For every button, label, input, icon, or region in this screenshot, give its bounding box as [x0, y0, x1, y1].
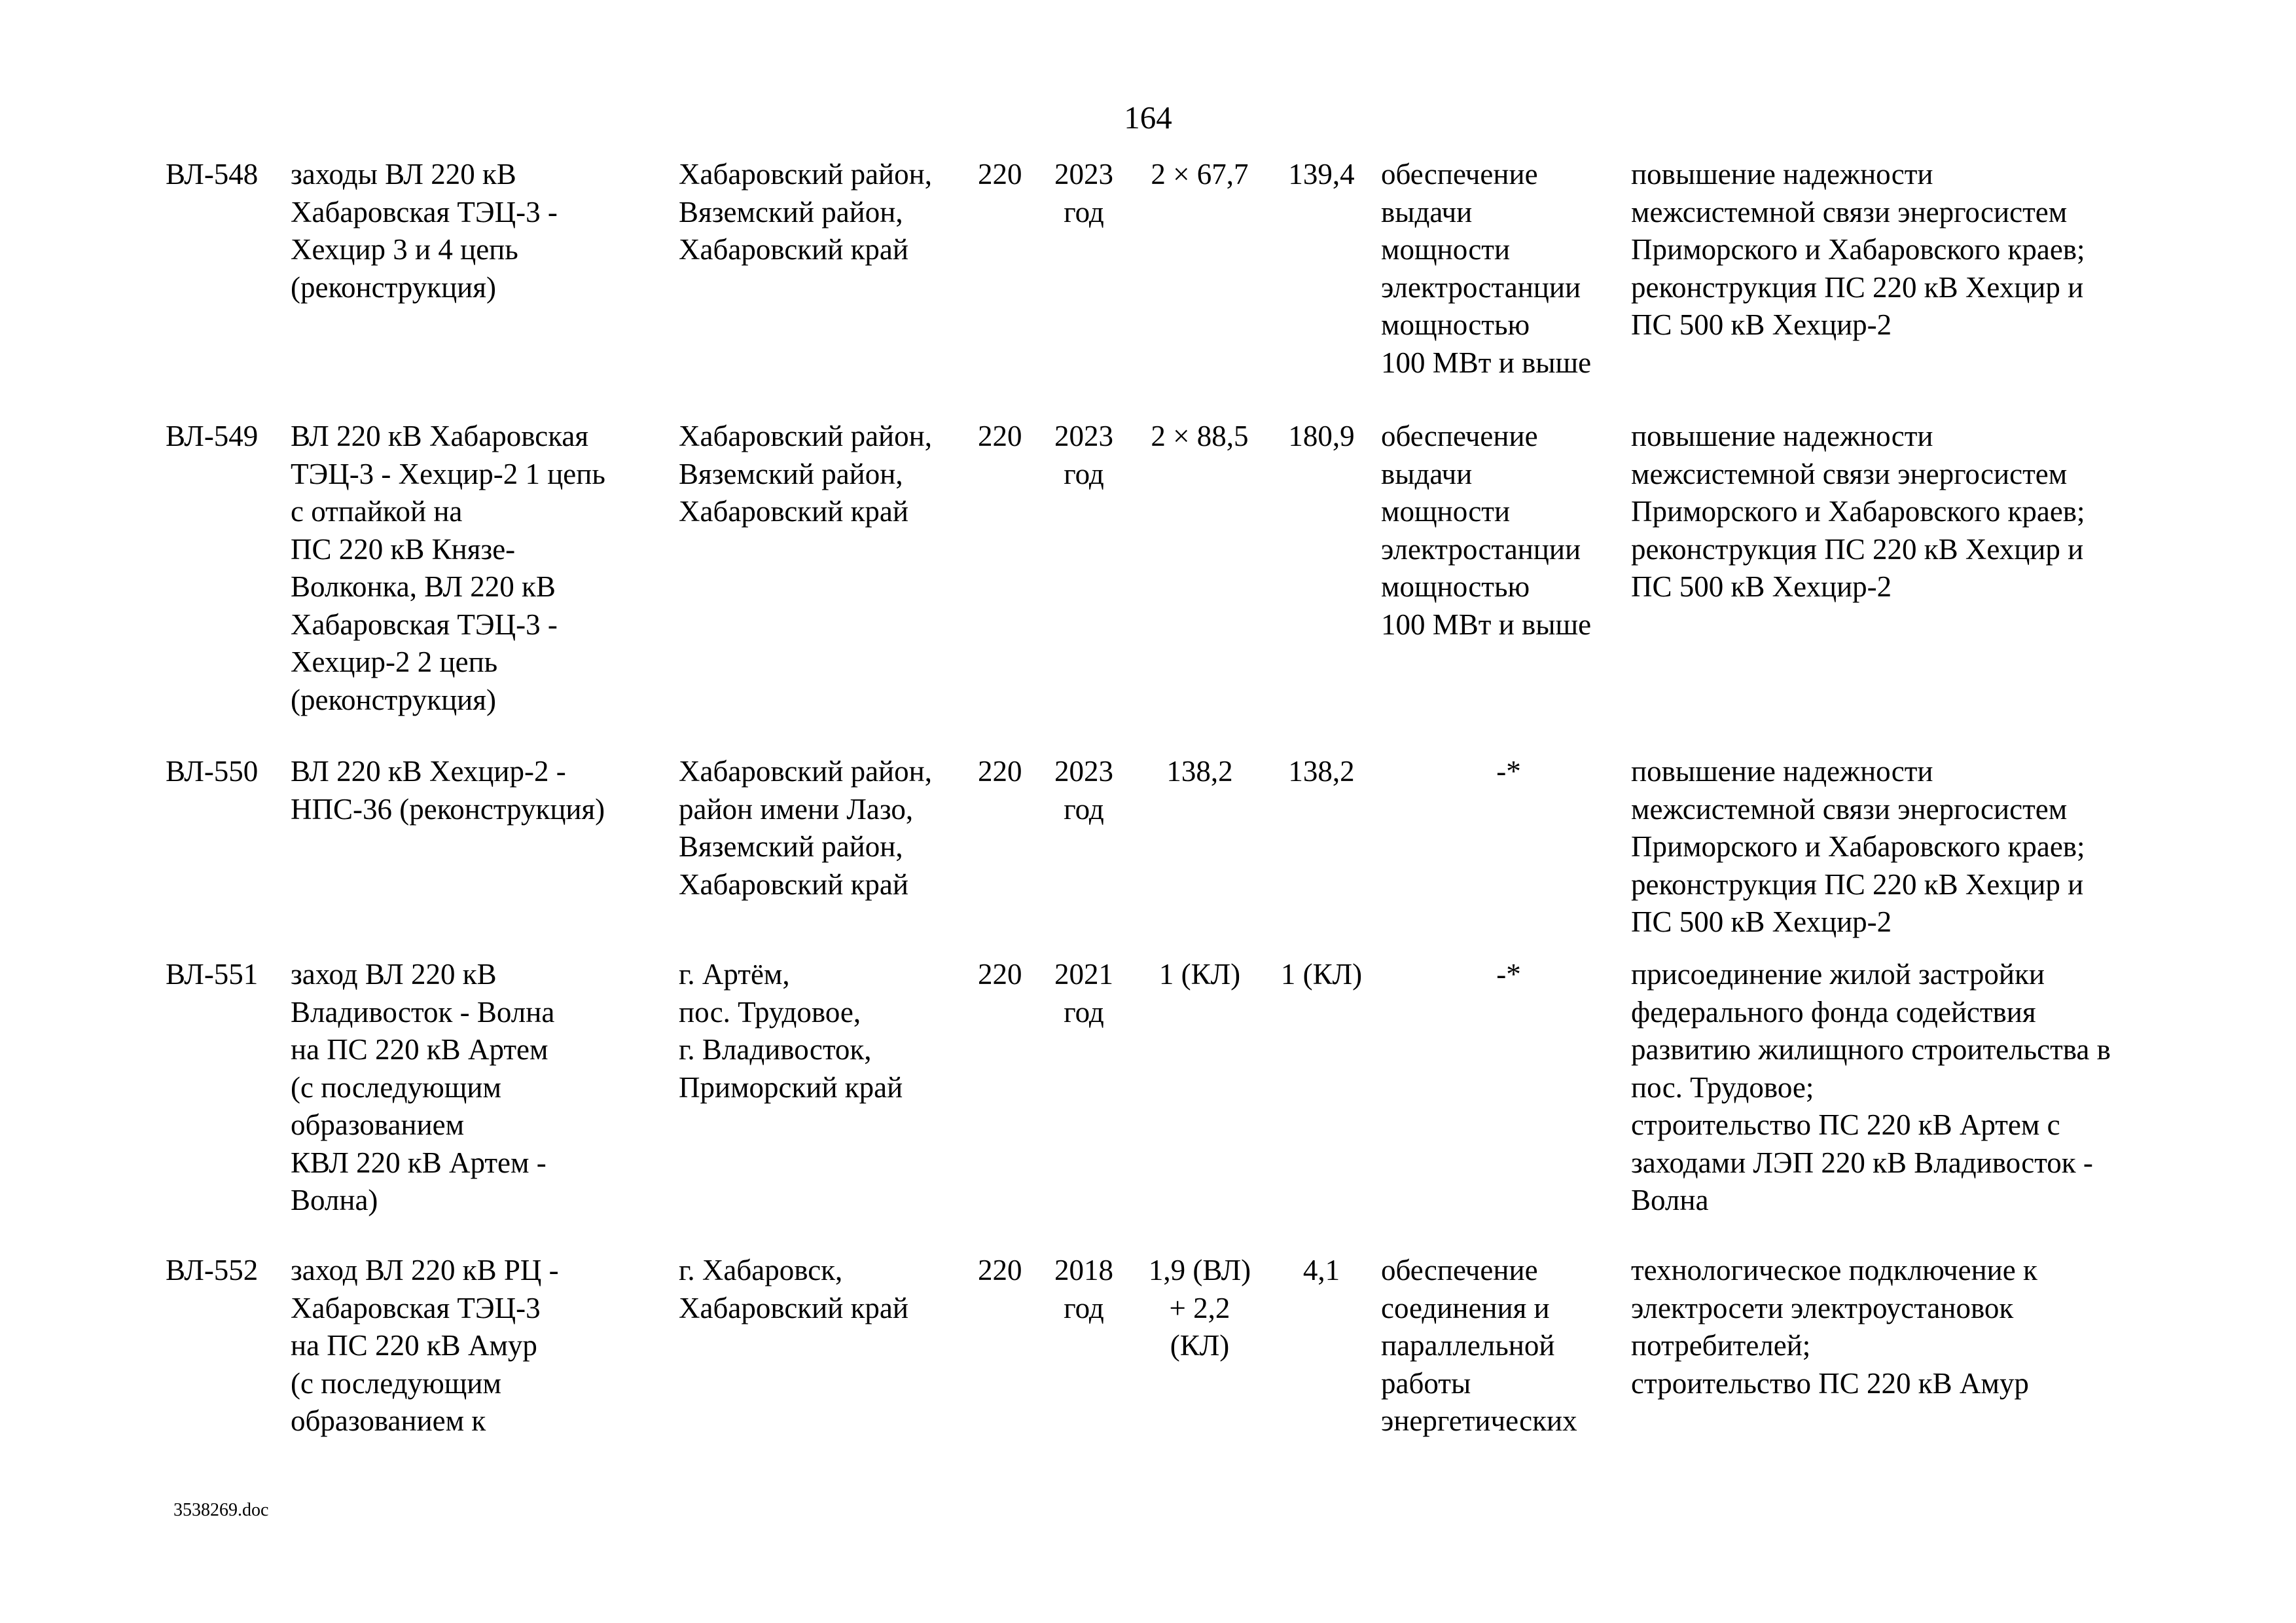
page-number: 164 [1124, 100, 1172, 136]
line-code: ВЛ-550 [166, 755, 259, 788]
line-voltage: 220 [978, 755, 1022, 788]
line-location: г. Артём, пос. Трудовое, г. Владивосток, Приморский край [679, 958, 903, 1104]
line-length-total: 139,4 [1288, 158, 1355, 191]
footer-filename: 3538269.doc [173, 1500, 269, 1520]
line-goal: обеспечение выдачи мощности электростанции мощностью 100 МВт и выше [1381, 420, 1592, 641]
line-voltage: 220 [978, 158, 1022, 191]
line-year: 2018 год [1054, 1254, 1113, 1324]
line-name: ВЛ 220 кВ Хабаровская ТЭЦ-3 - Хехцир-2 1 цепь с отпайкой на ПС 220 кВ Князе- Волконка, ВЛ 220 кВ Хабаровская ТЭЦ-3 - Хехцир-2 2 цепь (реконструкция) [291, 420, 605, 716]
line-justification: присоединение жилой застройки федерального фонда содействия развитию жилищного строительства в пос. Трудовое; строительство ПС 220 кВ Артем с заходами ЛЭП 220 кВ Владивосток - Волна [1631, 958, 2111, 1216]
line-name: заходы ВЛ 220 кВ Хабаровская ТЭЦ-3 - Хехцир 3 и 4 цепь (реконструкция) [291, 158, 558, 304]
line-length-total: 1 (КЛ) [1280, 958, 1363, 991]
line-length-total: 4,1 [1302, 1254, 1340, 1286]
line-length-circuit: 1,9 (ВЛ) + 2,2 (КЛ) [1148, 1254, 1251, 1362]
line-location: г. Хабаровск, Хабаровский край [679, 1254, 908, 1324]
line-justification: повышение надежности межсистемной связи энергосистем Приморского и Хабаровского краев; реконструкция ПС 220 кВ Хехцир и ПС 500 кВ Хехцир-2 [1631, 158, 2085, 341]
line-voltage: 220 [978, 1254, 1022, 1286]
line-year: 2023 год [1054, 755, 1113, 826]
line-goal: обеспечение выдачи мощности электростанции мощностью 100 МВт и выше [1381, 158, 1592, 379]
line-goal: -* [1496, 958, 1521, 991]
line-year: 2021 год [1054, 958, 1113, 1029]
line-voltage: 220 [978, 420, 1022, 452]
line-goal: обеспечение соединения и параллельной работы энергетических [1381, 1254, 1577, 1437]
line-length-circuit: 2 × 88,5 [1151, 420, 1249, 452]
line-justification: повышение надежности межсистемной связи энергосистем Приморского и Хабаровского краев; реконструкция ПС 220 кВ Хехцир и ПС 500 кВ Хехцир-2 [1631, 755, 2085, 938]
line-code: ВЛ-552 [166, 1254, 259, 1286]
line-length-circuit: 138,2 [1166, 755, 1233, 788]
line-name: заход ВЛ 220 кВ Владивосток - Волна на ПС 220 кВ Артем (с последующим образованием КВЛ 220 кВ Артем - Волна) [291, 958, 555, 1216]
line-location: Хабаровский район, Вяземский район, Хабаровский край [679, 158, 932, 266]
line-voltage: 220 [978, 958, 1022, 991]
line-length-circuit: 2 × 67,7 [1151, 158, 1249, 191]
line-location: Хабаровский район, район имени Лазо, Вяземский район, Хабаровский край [679, 755, 932, 901]
line-location: Хабаровский район, Вяземский район, Хабаровский край [679, 420, 932, 528]
line-justification: технологическое подключение к электросети электроустановок потребителей; строительство ПС 220 кВ Амур [1631, 1254, 2037, 1400]
line-name: заход ВЛ 220 кВ РЦ - Хабаровская ТЭЦ-3 на ПС 220 кВ Амур (с последующим образованием к [291, 1254, 559, 1437]
line-code: ВЛ-548 [166, 158, 259, 191]
line-goal: -* [1496, 755, 1521, 788]
line-length-total: 180,9 [1288, 420, 1355, 452]
line-length-total: 138,2 [1288, 755, 1355, 788]
line-year: 2023 год [1054, 158, 1113, 228]
line-code: ВЛ-549 [166, 420, 259, 452]
line-code: ВЛ-551 [166, 958, 259, 991]
line-length-circuit: 1 (КЛ) [1158, 958, 1241, 991]
line-justification: повышение надежности межсистемной связи энергосистем Приморского и Хабаровского краев; реконструкция ПС 220 кВ Хехцир и ПС 500 кВ Хехцир-2 [1631, 420, 2085, 603]
line-year: 2023 год [1054, 420, 1113, 490]
line-name: ВЛ 220 кВ Хехцир-2 - НПС-36 (реконструкция) [291, 755, 605, 826]
